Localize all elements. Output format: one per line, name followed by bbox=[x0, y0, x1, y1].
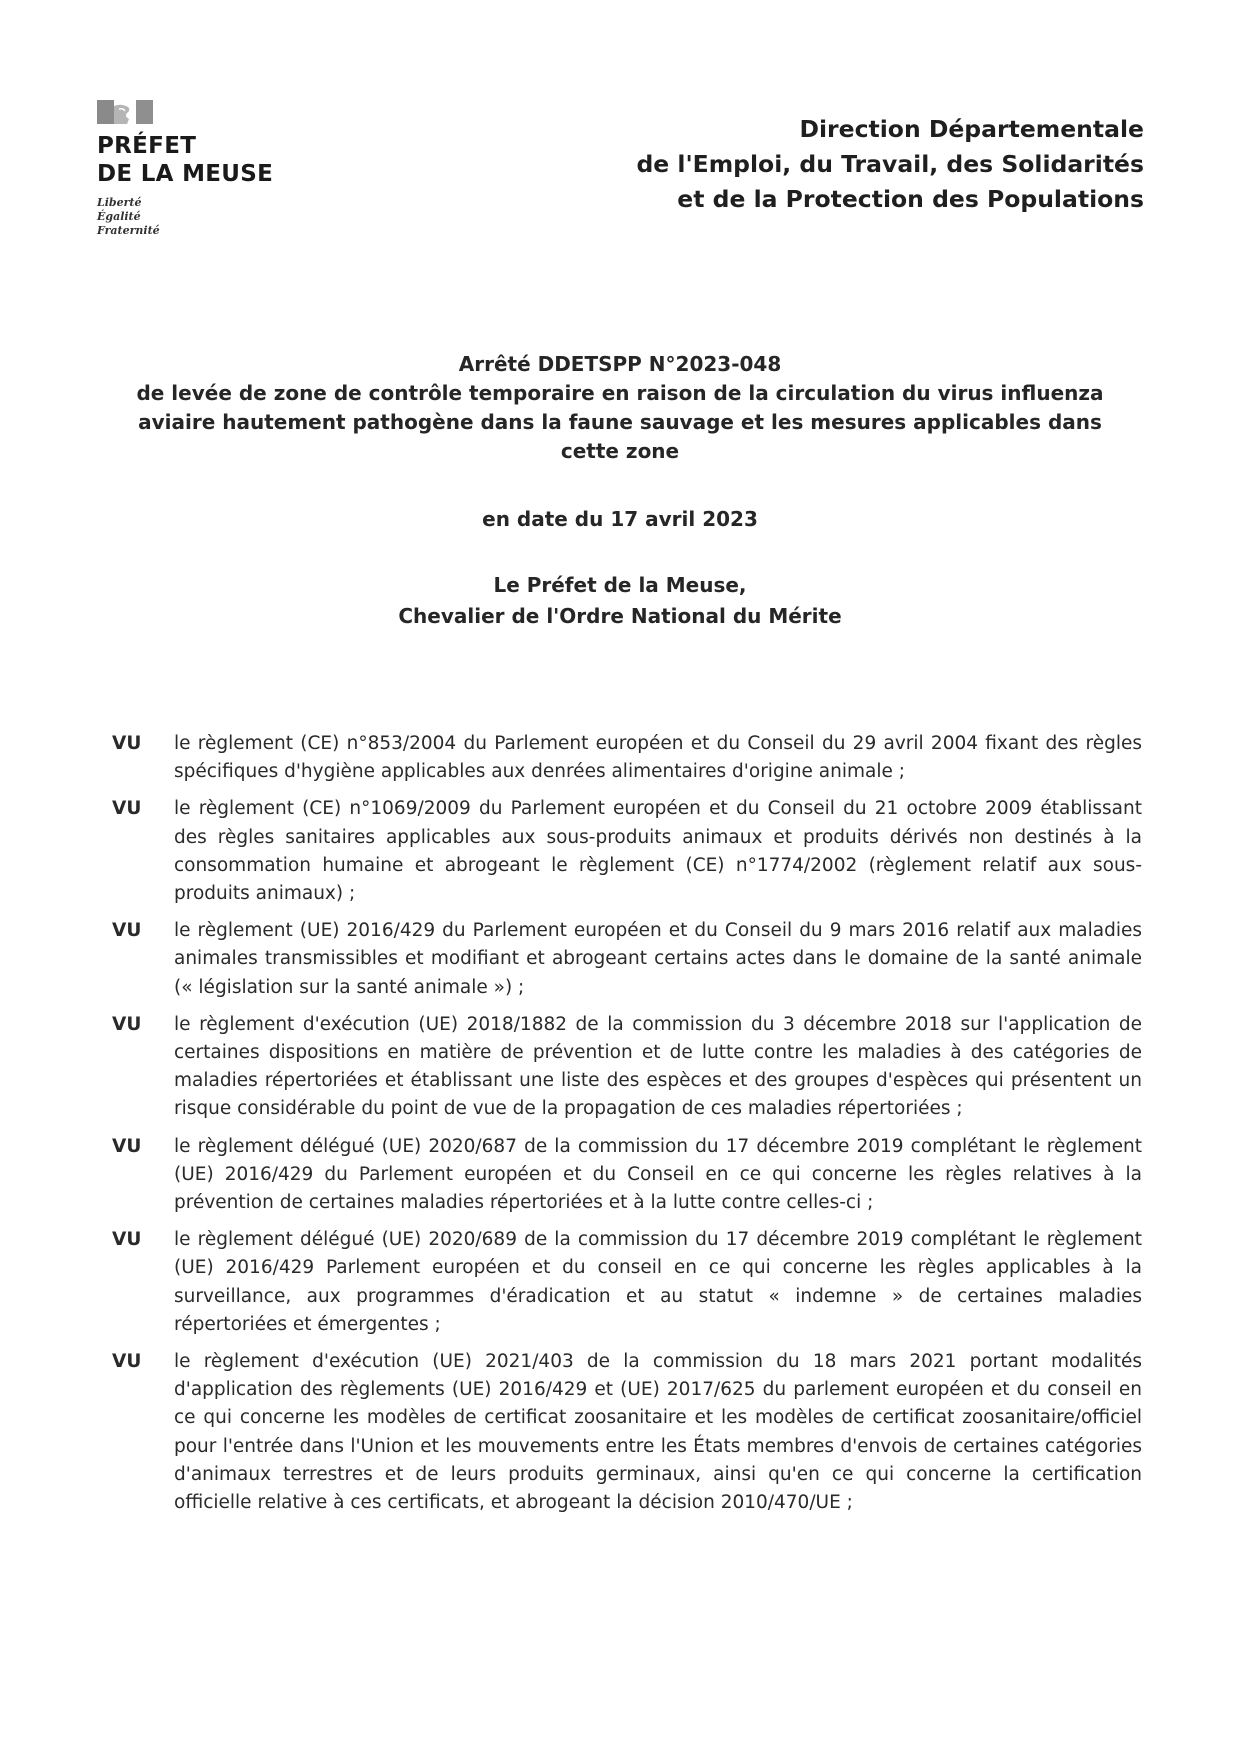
title-line: de levée de zone de contrôle temporaire en raison de la circulation du virus influenza bbox=[136, 381, 1104, 405]
visa-item bbox=[112, 917, 1142, 1002]
visa-text: le règlement d'exécution (UE) 2018/1882 de la commission du 3 décembre 2018 sur l'application de certaines dispositions en matière de prévention et de lutte contre les maladies à des catégories de maladies répertoriées et établissant une liste des espèces et des groupes d'espèces qui présentent un risque considérable du point de vue de la propagation de ces maladies répertoriées ; bbox=[174, 1013, 1142, 1120]
visa-label: VU bbox=[112, 798, 142, 820]
visa-label: VU bbox=[112, 1013, 142, 1035]
direction-line: Direction Départementale bbox=[799, 115, 1144, 143]
visa-label: VU bbox=[112, 1229, 142, 1251]
visa-label: VU bbox=[112, 920, 142, 942]
title-line: Arrêté DDETSPP N°2023-048 bbox=[458, 352, 782, 376]
motto-line: Fraternité bbox=[97, 224, 160, 237]
visa-text: le règlement délégué (UE) 2020/687 de la commission du 17 décembre 2019 complétant le règlement (UE) 2016/429 du Parlement européen et du Conseil en ce qui concerne les règles relatives à la prévention de certaines maladies répertoriées et à la lutte contre celles-ci ; bbox=[174, 1135, 1142, 1214]
prefet-name-line: PRÉFET bbox=[97, 133, 197, 159]
visa-label: VU bbox=[112, 1135, 142, 1157]
prefecture-logo bbox=[97, 100, 297, 238]
visa-list bbox=[112, 730, 1142, 1526]
visa-item bbox=[112, 730, 1142, 786]
visa-item bbox=[112, 795, 1142, 908]
visa-text: le règlement délégué (UE) 2020/689 de la commission du 17 décembre 2019 complétant le règlement (UE) 2016/429 Parlement européen et du conseil en ce qui concerne les règles applicables à la surveillance, aux programmes d'éradication et au statut « indemne » de certaines maladies répertoriées et émergentes ; bbox=[174, 1229, 1142, 1335]
motto-line: Liberté bbox=[97, 196, 142, 209]
motto-line: Égalité bbox=[97, 210, 141, 223]
visa-text: le règlement (CE) n°1069/2009 du Parlement européen et du Conseil du 21 octobre 2009 établissant des règles sanitaires applicables aux sous-produits animaux et produits dérivés non destinés à la consommation humaine et abrogeant le règlement (CE) n°1774/2002 (règlement relatif aux sous-produits animaux) ; bbox=[174, 798, 1142, 905]
visa-item bbox=[112, 1133, 1142, 1218]
marianne-flag-icon bbox=[97, 100, 153, 124]
title-line: cette zone bbox=[560, 439, 680, 463]
visa-item bbox=[112, 1226, 1142, 1339]
direction-line: de l'Emploi, du Travail, des Solidarités bbox=[636, 150, 1144, 178]
arrete-title bbox=[100, 350, 1140, 466]
visa-item bbox=[112, 1348, 1142, 1517]
arrete-date: en date du 17 avril 2023 bbox=[482, 507, 758, 531]
prefet-signatory bbox=[100, 570, 1140, 632]
visa-text: le règlement (UE) 2016/429 du Parlement européen et du Conseil du 9 mars 2016 relatif aux maladies animales transmissibles et modifiant et abrogeant certains actes dans le domaine de la santé animale (« législation sur la santé animale ») ; bbox=[174, 920, 1142, 998]
visa-text: le règlement d'exécution (UE) 2021/403 de la commission du 18 mars 2021 portant modalités d'application des règlements (UE) 2016/429 et (UE) 2017/625 du parlement européen et du conseil en ce qui concerne les modèles de certificat zoosanitaire et les modèles de certificat zoosanitaire/officiel pour l'entrée dans l'Union et les mouvements entre les États membres d'envois de certaines catégories d'animaux terrestres et de leurs produits germinaux, ainsi qu'en ce qui concerne la certification officielle relative à ces certificats, et abrogeant la décision 2010/470/UE ; bbox=[174, 1351, 1142, 1514]
visa-item bbox=[112, 1011, 1142, 1124]
issuing-direction bbox=[444, 112, 1144, 217]
republic-motto bbox=[97, 196, 297, 238]
signatory-line: Chevalier de l'Ordre National du Mérite bbox=[398, 604, 842, 628]
direction-line: et de la Protection des Populations bbox=[677, 185, 1144, 213]
prefet-name bbox=[97, 132, 297, 188]
visa-label: VU bbox=[112, 733, 142, 754]
signatory-line: Le Préfet de la Meuse, bbox=[493, 573, 747, 597]
visa-label: VU bbox=[112, 1351, 142, 1373]
prefet-name-line: DE LA MEUSE bbox=[97, 161, 274, 187]
visa-text: le règlement (CE) n°853/2004 du Parlement européen et du Conseil du 29 avril 2004 fixant des règles spécifiques d'hygiène applicables aux denrées alimentaires d'origine animale ; bbox=[174, 733, 1142, 783]
title-line: aviaire hautement pathogène dans la faune sauvage et les mesures applicables dans bbox=[138, 410, 1102, 434]
